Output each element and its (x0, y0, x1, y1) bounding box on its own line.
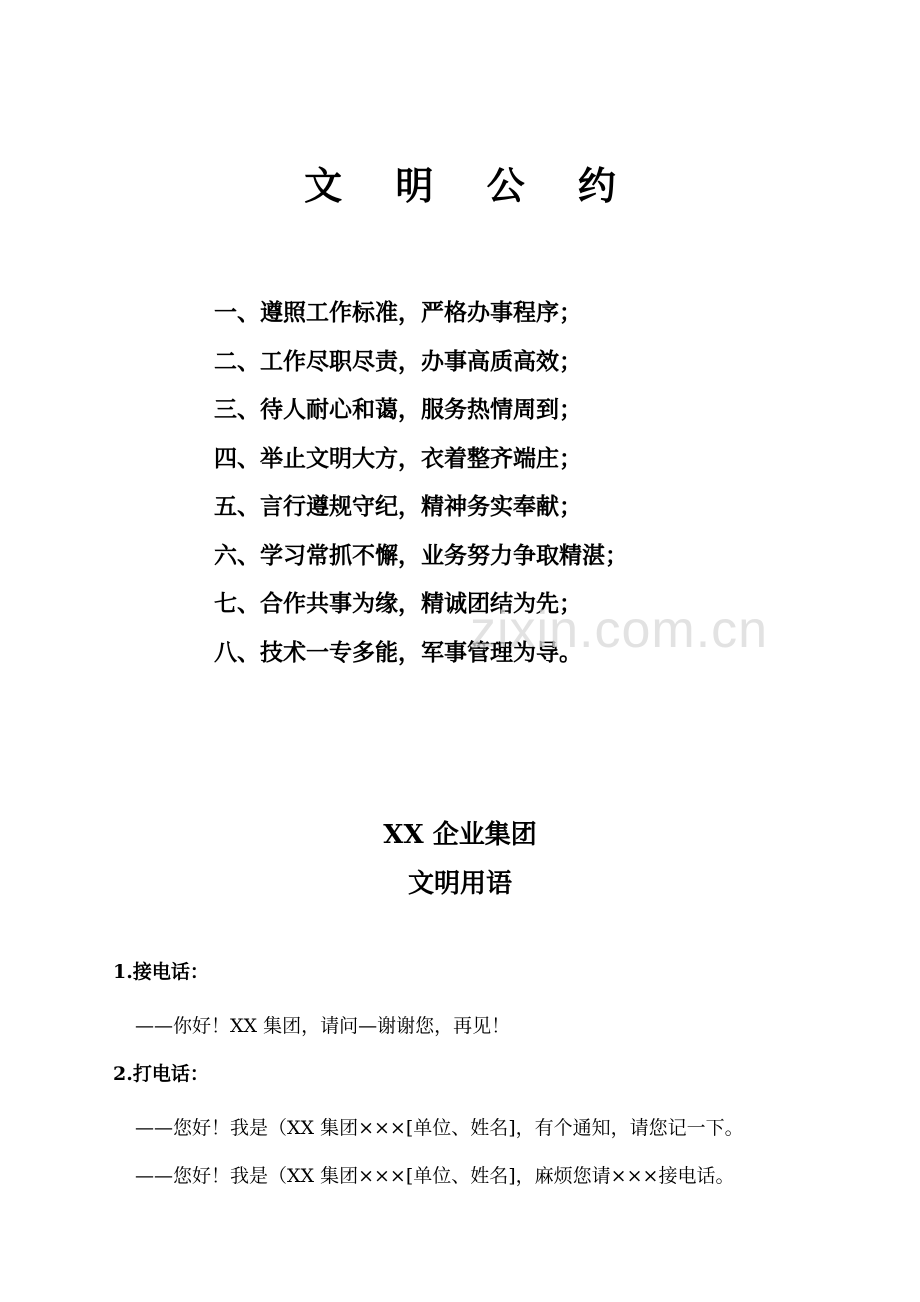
org-title-block (0, 815, 920, 913)
section-heading: 1.接电话： (113, 961, 209, 983)
convention-item: 六、学习常抓不懈，业务努力争取精湛； (214, 541, 628, 569)
convention-item: 三、待人耐心和蔼，服务热情周到； (214, 396, 582, 423)
convention-item: 七、合作共事为缘，精诚团结为先； (214, 590, 582, 617)
convention-item: 四、举止文明大方，衣着整齐端庄； (214, 444, 582, 472)
section-heading: 2.打电话： (113, 1063, 209, 1085)
section-title: 文明用语 (407, 869, 512, 899)
phone-call-section (113, 1060, 873, 1190)
convention-item: 八、技术一专多能，军事管理为导。 (214, 638, 582, 666)
phrase-line: ——您好！我是（XX 集团×××[单位、姓名]，有个通知，请您记一下。 (135, 1117, 744, 1139)
convention-item: 五、言行遵规守纪，精神务实奉献； (214, 493, 582, 520)
phrase-line: ——你好！XX 集团，请问—谢谢您，再见！ (135, 1015, 511, 1037)
page-title: 文 明 公 约 (304, 163, 636, 208)
org-name: XX 企业集团 (383, 820, 537, 850)
watermark: zixin.com.cn (470, 601, 769, 659)
convention-item: 一、遵照工作标准，严格办事程序； (214, 299, 582, 326)
phone-answer-section (113, 958, 873, 1040)
convention-item: 二、工作尽职尽责，办事高质高效； (214, 347, 582, 375)
phrase-line: ——您好！我是（XX 集团×××[单位、姓名]，麻烦您请×××接电话。 (135, 1165, 735, 1187)
